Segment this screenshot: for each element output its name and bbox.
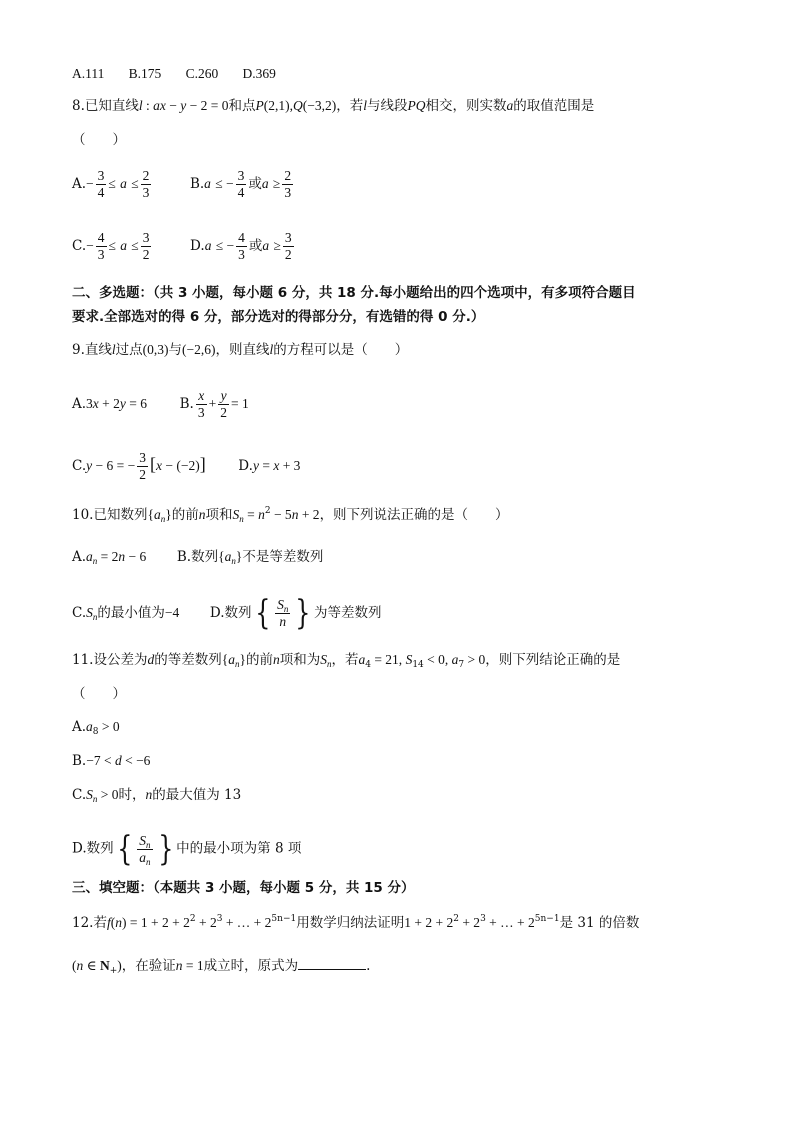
q8-text-5: 相交，则实数: [425, 98, 507, 114]
q9-options-ab: [72, 388, 249, 421]
q8-option-d: D.a ≤ − $\frac{4}{3}$ 或a ≥ $\frac{3}{2}$: [190, 230, 292, 262]
q8-option-c: C.− $\frac{4}{3}$ ≤ a ≤ $\frac{3}{2}$: [72, 230, 150, 262]
q8-stem: 8.已知直线l : ax − y − 2 = 0和点P(2,1),Q(−3,2)，若l与线段PQ相交，则实数a的取值范围是: [72, 98, 595, 114]
q10-options-ab: [72, 547, 323, 567]
q7-option-d: D.369: [242, 66, 276, 81]
q9-option-b: B. $\frac{x}{3}$ + $\frac{y}{2}$ = 1: [179, 388, 249, 420]
section-2-heading-line2: 要求.全部选对的得 6 分，部分选对的得部分分，有选错的得 0 分.）: [72, 309, 485, 325]
q10-options-cd: [72, 593, 382, 633]
q8-text-1: 已知直线: [84, 98, 139, 114]
q11-stem: 11.设公差为d的等差数列$\{a_n\}$的前n项和为$S_n$，若$a_4 = 21$, $S_{14} < 0$, $a_7 > 0$，则下列结论正确的是: [72, 652, 621, 670]
q7-option-a: A.111: [72, 66, 105, 81]
q9-option-a: A.3x + 2y = 6: [72, 396, 148, 412]
q10-option-d: D.数列{ $\frac{S_n}{n}$ } 为等差数列: [209, 593, 382, 633]
q9-option-c: C.y − 6 = − $\frac{3}{2}$ [x − (−2)]: [72, 450, 206, 482]
q8-num: 8.: [72, 98, 85, 114]
q8-paren: （ ）: [72, 132, 126, 148]
q8-option-b: B.a ≤ − $\frac{3}{4}$ 或a ≥ $\frac{2}{3}$: [189, 168, 292, 200]
q12-stem-line1: 12.若$f(n) = 1 + 2 + 2^2 + 2^3$ + … + $2^{5n-1}$用数学归纳法证明$1 + 2 + 2^2 + 2^3$ + … + $2^{5n-1}$是 31 的倍数: [72, 914, 640, 931]
q7-option-c: C.260: [185, 66, 219, 81]
q10-stem: 10.已知数列$\{a_n\}$的前n项和$S_n = n^2 - 5n + 2$，则下列说法正确的是（ ）: [72, 506, 509, 524]
q8-options-cd: [72, 230, 296, 263]
q8-text-4: 与线段: [367, 98, 408, 114]
q11-option-a: $A.a_8 > 0$: [72, 719, 120, 737]
q7-option-b: B.175: [128, 66, 162, 81]
q11-option-c: $C.S_n > 0$时，n的最大值为 13: [72, 787, 242, 804]
q8-option-a: A.− $\frac{3}{4}$ ≤ a ≤ $\frac{2}{3}$: [72, 168, 150, 200]
q7-options: [72, 64, 296, 84]
section-3-heading: 三、填空题：（本题共 3 小题，每小题 5 分，共 15 分）: [72, 880, 415, 896]
q8-text-2: 和点: [228, 98, 256, 114]
q8-line-eq: l: [138, 98, 143, 113]
q8-text-3: ，若: [336, 98, 364, 114]
q10-option-c: $C.S_n$的最小值为−4: [72, 604, 180, 622]
q9-option-d: D.y = x + 3: [238, 458, 301, 474]
q11-option-d: D.数列{ $\frac{S_n}{a_n}$ } 中的最小项为第 8 项: [72, 829, 302, 869]
q8-text-6: 的取值范围是: [513, 98, 595, 114]
q10-option-b: B.数列$\{a_n\}$不是等差数列: [176, 549, 324, 566]
q12-stem-line2: (n ∈ $N_+$)，在验证n = 1成立时，原式为 .: [72, 955, 370, 976]
q11-option-b: B.−7 < d < −6: [72, 753, 151, 769]
q11-paren: （ ）: [72, 686, 126, 702]
q12-answer-blank[interactable]: [298, 955, 366, 970]
section-2-heading-line1: 二、多选题：（共 3 小题，每小题 6 分，共 18 分.每小题给出的四个选项中，有多项符合题目: [72, 285, 636, 301]
q10-option-a: $A.a_n = 2n - 6$: [72, 549, 147, 566]
q9-options-cd: [72, 450, 300, 483]
q8-options-ab: [72, 168, 295, 201]
q9-stem: 9.直线l过点(0,3)与(−2,6)，则直线l的方程可以是（ ）: [72, 342, 409, 358]
